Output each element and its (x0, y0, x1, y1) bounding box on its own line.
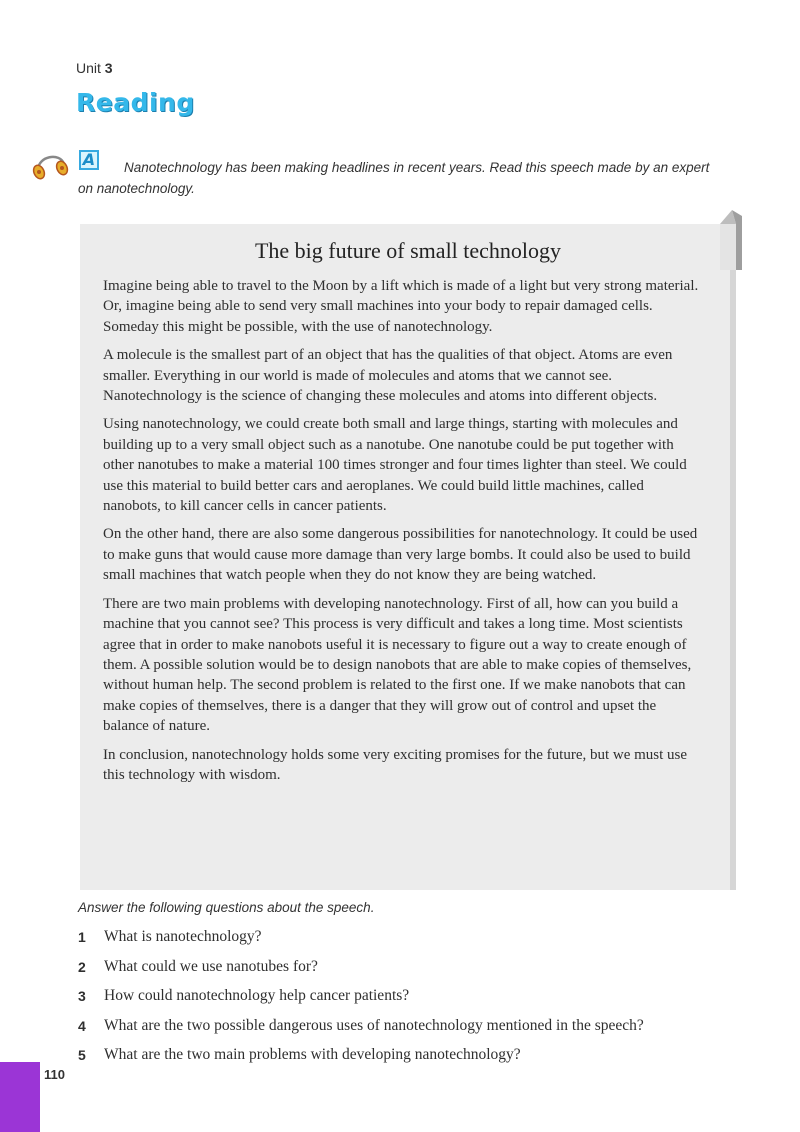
question-number: 4 (78, 1017, 86, 1034)
question-item (78, 1046, 644, 1076)
question-text: What are the two main problems with developing nanotechnology? (104, 1046, 521, 1063)
section-title: Reading (76, 88, 195, 117)
passage-paragraph: Using nanotechnology, we could create both small and large things, starting with molecules and building up to a very small object such as a nanotube. One nanotube could be put together with other nanotubes to make a material 100 times stronger and four times lighter than steel. We could use this material to build better cars and aeroplanes. We could build little machines, called nanobots, to kill cancer cells in cancer patients. (103, 416, 687, 515)
question-text: What could we use nanotubes for? (104, 957, 318, 975)
passage-paragraph: On the other hand, there are also some dangerous possibilities for nanotechnology. It could be used to make guns that would cause more damage than very large bombs. It could also be used to build small machines that watch people when they do not know they are being watched. (103, 526, 698, 584)
passage-paragraph: A molecule is the smallest part of an object that has the qualities of that object. Atoms are even smaller. Everything in our world is made of molecules and atoms that we cannot see. Nanotechnology is the science of changing these molecules and atoms into different objects. (103, 347, 673, 405)
passage-title: The big future of small technology (254, 238, 562, 263)
page-number: 110 (44, 1067, 65, 1082)
question-item (78, 987, 644, 1017)
unit-label (76, 60, 113, 76)
question-item (78, 958, 644, 988)
page-color-tab (0, 1062, 40, 1132)
passage-paragraph: In conclusion, nanotechnology holds some very exciting promises for the future, but we must use this technology with wisdom. (103, 746, 688, 783)
activity-badge: A (79, 150, 99, 170)
question-number: 1 (78, 929, 86, 945)
question-text: How could nanotechnology help cancer patients? (104, 987, 410, 1004)
question-number: 3 (78, 988, 86, 1004)
passage-body (103, 276, 703, 793)
questions-heading: Answer the following questions about the speech. (78, 900, 375, 915)
question-text: What are the two possible dangerous uses of nanotechnology mentioned in the speech? (104, 1016, 644, 1034)
unit-number: 3 (104, 60, 113, 76)
question-item (78, 928, 644, 958)
headphones-icon (30, 148, 70, 182)
question-number: 2 (78, 958, 86, 975)
unit-word: Unit (76, 60, 101, 76)
question-number: 5 (78, 1047, 86, 1063)
question-list (78, 928, 644, 1076)
passage-paragraph: Imagine being able to travel to the Moon by a lift which is made of a light but very strong material. Or, imagine being able to send very small machines into your body to repair damaged cells. Someday this might be possible, with the use of nanotechnology. (103, 278, 699, 335)
passage-paragraph: There are two main problems with developing nanotechnology. First of all, how can you build a machine that you cannot see? This process is very difficult and takes a long time. Most scientists agree that in order to make nanobots useful it is necessary to figure out a way to create enough of them. A possible solution would be to design nanobots that are able to make copies of themselves, without human help. The second problem is related to the first one. If we make nanobots that can make copies of themselves, there is a danger that they will grow out of control and upset the balance of nature. (103, 595, 692, 735)
question-text: What is nanotechnology? (104, 928, 262, 945)
question-item (78, 1017, 644, 1047)
activity-intro: Nanotechnology has been making headlines in recent years. Read this speech made by an expert on nanotechnology. (78, 160, 710, 196)
